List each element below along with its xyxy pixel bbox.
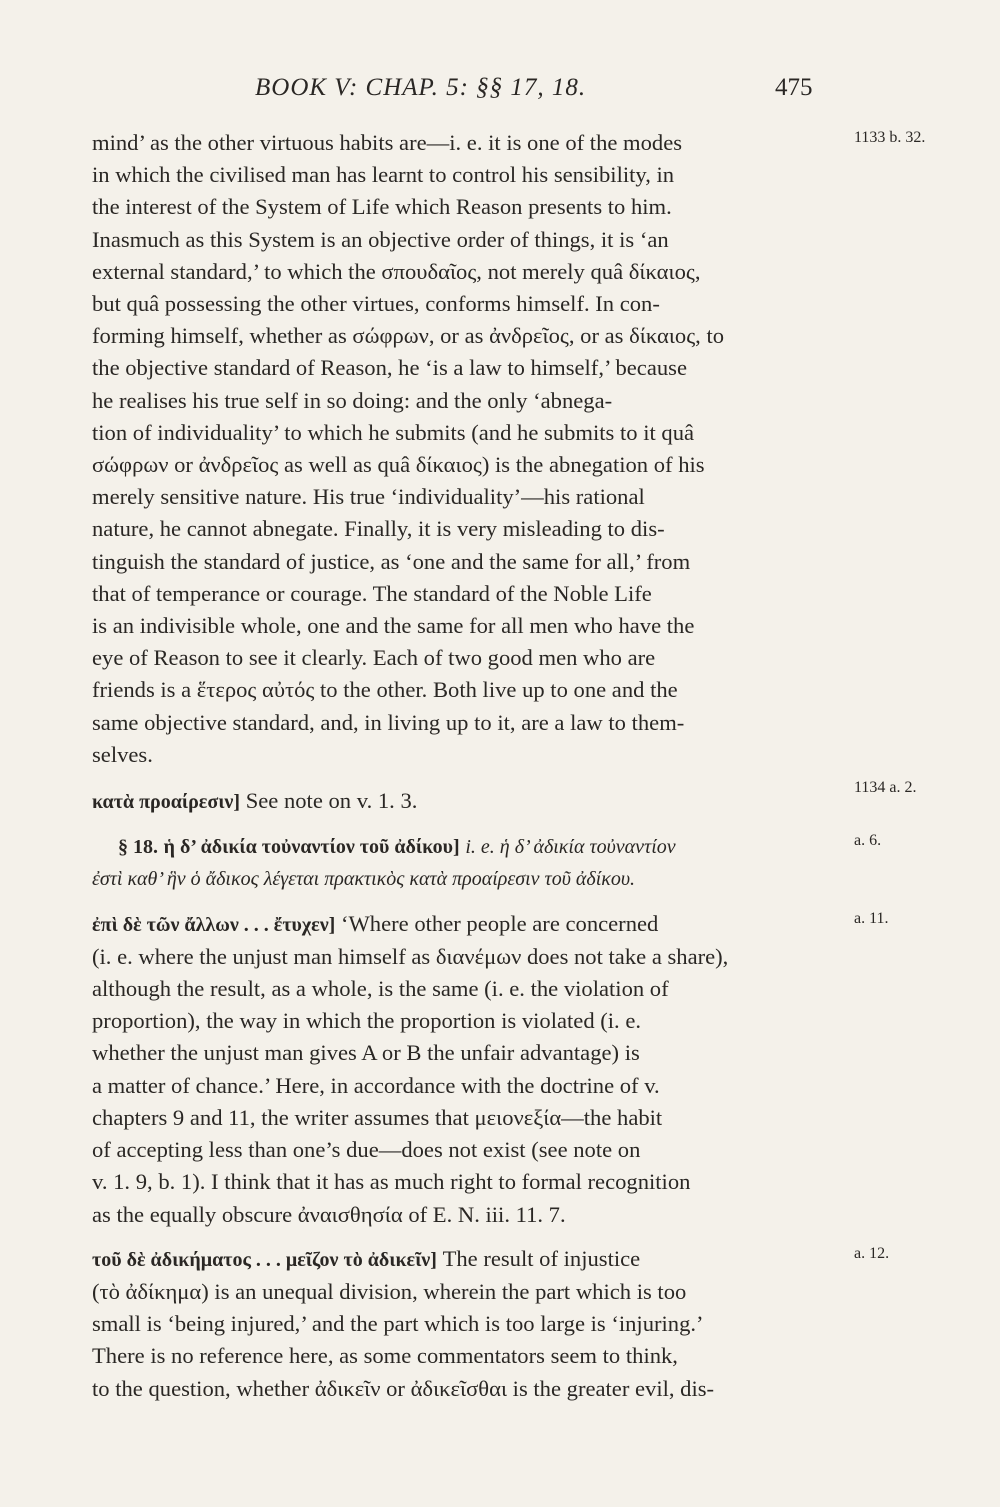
text-line: tinguish the standard of justice, as ‘one and the same for all,’ from [92,548,691,574]
text-line: (τὸ ἀδίκημα) is an unequal division, wherein the part which is too [92,1278,687,1304]
note-text [92,830,852,895]
commentary-note [92,127,926,771]
text-line: external standard,’ to which the σπουδαῖος, not merely quâ δίκαιος, [92,258,701,284]
text-line [92,908,852,941]
text-line: friends is a ἕτερος αὐτός to the other. Both live up to one and the [92,677,678,703]
text-line: the objective standard of Reason, he ‘is a law to himself,’ because [92,355,687,381]
commentary-note [92,908,889,1231]
text-line: mind’ as the other virtuous habits are—i. e. it is one of the modes [92,130,683,155]
page-header [0,70,1000,110]
note-text [92,785,852,818]
text-line-body: ‘Where other people are concerned [340,910,659,936]
margin-reference: 1133 b. 32. [854,129,926,146]
note-text [92,127,852,771]
text-line: ἐστὶ καθ’ ἣν ὁ ἄδικος λέγεται πρακτικὸς κατὰ προαίρεσιν τοῦ ἀδίκου. [92,868,636,891]
lemma: ἡ δ’ ἀδικία τοὐναντίον τοῦ ἀδίκου] [163,836,460,859]
text-line-body: The result of injustice [442,1245,641,1271]
text-line: of accepting less than one’s due—does not exist (see note on [92,1137,641,1163]
text-line: selves. [92,741,153,767]
text-line: σώφρων or ἀνδρεῖος as well as quâ δίκαιος) is the abnegation of his [92,452,705,478]
text-line: chapters 9 and 11, the writer assumes that μειονεξία—the habit [92,1104,663,1130]
page-number: 475 [775,74,813,101]
lemma: κατὰ προαίρεσιν] [92,791,241,814]
text-line: to the question, whether ἀδικεῖν or ἀδικεῖσθαι is the greater evil, dis- [92,1375,715,1401]
text-line: a matter of chance.’ Here, in accordance with the doctrine of v. [92,1072,660,1098]
text-line: but quâ possessing the other virtues, conforms himself. In con- [92,291,660,317]
text-line [92,830,852,863]
text-line: in which the civilised man has learnt to control his sensibility, in [92,162,675,188]
text-line: Inasmuch as this System is an objective order of things, it is ‘an [92,226,669,252]
text-line: as the equally obscure ἀναισθησία of E. N. iii. 11. 7. [92,1201,566,1227]
text-line: that of temperance or courage. The standard of the Noble Life [92,580,652,606]
margin-reference: a. 11. [854,909,889,927]
note-text [92,1243,852,1405]
text-line: is an indivisible whole, one and the same for all men who have the [92,613,695,639]
margin-reference: a. 6. [854,832,882,850]
commentary-note [92,830,882,895]
margin-reference: 1134 a. 2. [854,779,917,797]
running-head: BOOK V: CHAP. 5: §§ 17, 18. [255,74,587,101]
text-line: whether the unjust man gives A or B the unfair advantage) is [92,1040,640,1066]
margin-reference: a. 12. [854,1244,890,1262]
text-line [92,1243,852,1276]
text-line: tion of individuality’ to which he submits (and he submits to it quâ [92,419,695,445]
note-text [92,908,852,1231]
commentary-note [92,779,917,818]
text-line: although the result, as a whole, is the same (i. e. the violation of [92,976,669,1002]
text-line: proportion), the way in which the proportion is violated (i. e. [92,1008,642,1034]
text-line: small is ‘being injured,’ and the part which is too large is ‘injuring.’ [92,1311,704,1337]
text-line: forming himself, whether as σώφρων, or as ἀνδρεῖος, or as δίκαιος, to [92,323,725,349]
text-line: the interest of the System of Life which Reason presents to him. [92,194,672,220]
section-number: § 18. [118,836,158,859]
page-body [92,127,926,1405]
text-line [92,785,852,818]
text-line: eye of Reason to see it clearly. Each of two good men who are [92,645,656,671]
text-line-body: See note on v. 1. 3. [245,788,418,814]
text-line-body: i. e. ἡ δ’ ἀδικία τοὐναντίον [465,836,676,859]
text-line: same objective standard, and, in living up to it, are a law to them- [92,709,685,735]
text-line: v. 1. 9, b. 1). I think that it has as much right to formal recognition [92,1169,691,1195]
text-line: (i. e. where the unjust man himself as διανέμων does not take a share), [92,943,729,969]
text-line: he realises his true self in so doing: and the only ‘abnega- [92,387,613,413]
lemma: ἐπὶ δὲ τῶν ἄλλων . . . ἔτυχεν] [92,913,336,936]
text-line: There is no reference here, as some commentators seem to think, [92,1343,678,1369]
commentary-note [92,1243,890,1405]
text-line: nature, he cannot abnegate. Finally, it is very misleading to dis- [92,516,665,542]
text-line: merely sensitive nature. His true ‘individuality’—his rational [92,484,645,510]
lemma: τοῦ δὲ ἀδικήματος . . . μεῖζον τὸ ἀδικεῖν] [92,1248,437,1271]
